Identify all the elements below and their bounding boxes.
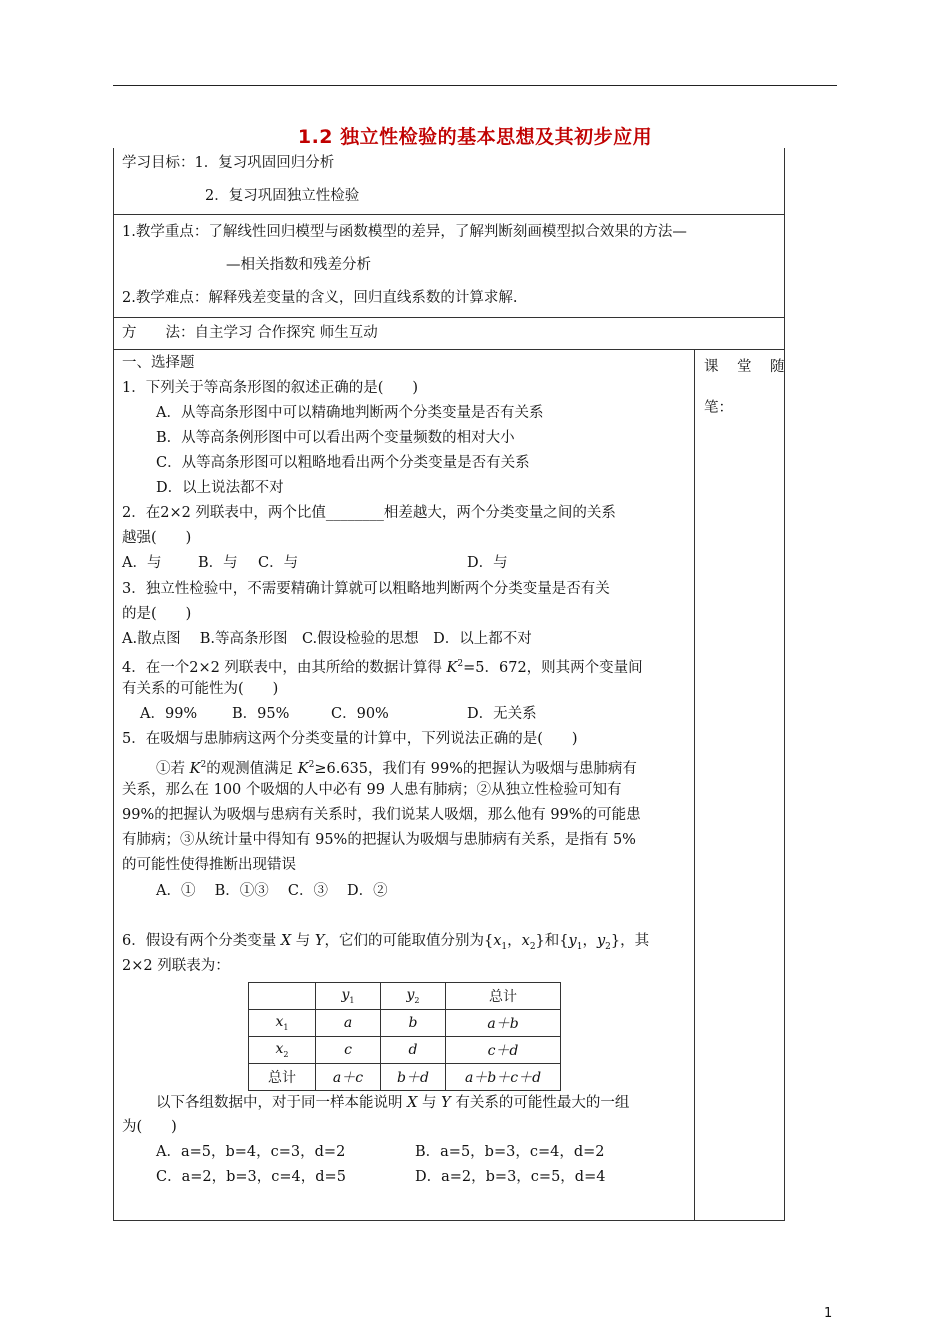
q5-line-5: 的可能性使得推断出现错误 [122,857,296,873]
q2-option-a: A．与 [122,555,162,571]
q6-text-f: }，其 [610,933,650,949]
table-row [249,1010,561,1037]
q6-after-text-b: 与 [417,1095,442,1111]
q3-options: A.散点图 B.等高条形图 C.假设检验的思想 D．以上都不对 [122,631,532,647]
q2-option-c: C．与 [258,555,299,571]
x1-sub: 1 [501,941,508,952]
objective-1: 学习目标：1．复习巩固回归分析 [122,155,335,171]
q6-line-1 [122,931,649,957]
q6-text-a: 6．假设有两个分类变量 [122,933,281,949]
y1-sub: 1 [576,941,583,952]
table-cell: 总计 [446,983,561,1010]
y2-symbol: y [596,933,606,949]
key-point-line-2: —相关指数和残差分析 [226,257,371,273]
q4-option-b: B．95% [232,706,290,722]
objective-2: 2．复习巩固独立性检验 [205,188,360,204]
x2-symbol: x [521,933,530,949]
q4-option-d: D．无关系 [467,706,537,722]
table-cell: a＋b [446,1010,561,1037]
table-row [249,1064,561,1091]
section-heading: 一、选择题 [122,355,195,371]
table-cell: b＋d [381,1064,446,1091]
q4-stem-line-2: 有关系的可能性为( ) [122,681,279,697]
q5-line-2: 关系，那么在 100 个吸烟的人中必有 99 人患有肺病；②从独立性检验可知有 [122,782,622,798]
q2-stem-line-1: 2．在2×2 列联表中，两个比值________相差越大，两个分类变量之间的关系 [122,505,616,521]
q5-line-4: 有肺病；③从统计量中得知有 95%的把握认为吸烟与患肺病有关系，是指有 5% [122,832,636,848]
q6-option-d: D．a=2，b=3，c=5，d=4 [415,1169,606,1185]
difficulty-line: 2.教学难点：解释残差变量的含义，回归直线系数的计算求解. [122,290,518,306]
q3-stem-line-2: 的是( ) [122,606,192,622]
q5-line-3: 99%的把握认为吸烟与患病有关系时，我们说某人吸烟，那么他有 99%的可能患 [122,807,641,823]
y1-symbol: y [568,933,577,949]
q6-line-2: 2×2 列联表为： [122,958,230,974]
k-exponent: 2 [200,760,207,770]
q4-stem-text-end: =5．672，则其两个变量间 [463,659,643,676]
method-line: 方 法：自主学习 合作探究 师生互动 [122,325,378,341]
k-symbol: K [297,760,309,777]
q6-text-e: }和{ [535,933,569,949]
q2-option-d: D．与 [467,555,508,571]
notes-label-1: 课 堂 随 [704,359,787,375]
q6-after-line-1 [156,1093,629,1113]
key-point-line-1: 1.教学重点：了解线性回归模型与函数模型的差异，了解判断刻画模型拟合效果的方法— [122,224,687,240]
page-title: 1.2 独立性检验的基本思想及其初步应用 [297,126,653,148]
q3-stem-line-1: 3．独立性检验中，不需要精确计算就可以粗略地判断两个分类变量是否有关 [122,581,610,597]
notes-column-divider [694,349,695,1221]
q4-stem-line-1 [122,654,643,678]
q6-option-a: A．a=5，b=4，c=3，d=2 [156,1144,346,1160]
var-x: X [407,1095,418,1111]
table-cell: d [381,1037,446,1064]
table-cell: a＋c [316,1064,381,1091]
q1-stem: 1．下列关于等高条形图的叙述正确的是( ) [122,380,419,396]
table-cell: $x_2$ [249,1037,316,1064]
table-cell [249,983,316,1010]
table-cell: 总计 [249,1064,316,1091]
k-symbol: K [446,659,458,676]
table-cell: c [316,1037,381,1064]
var-y: Y [441,1095,451,1111]
table-row [249,983,561,1010]
q1-option-d: D．以上说法都不对 [156,480,284,496]
q6-option-b: B．a=5，b=3，c=4，d=2 [415,1144,605,1160]
q6-text-c: ，它们的可能取值分别为{ [324,933,494,949]
q5-text-c: ≥6.635，我们有 99%的把握认为吸烟与患肺病有 [314,760,637,777]
q5-text-a: ①若 [156,760,190,777]
table-cell: b [381,1010,446,1037]
q4-option-c: C．90% [331,706,389,722]
q4-option-a: A．99% [140,706,198,722]
table-cell: a＋b＋c＋d [446,1064,561,1091]
q6-text-b: 与 [291,933,315,949]
page-number: 1 [824,1306,833,1321]
q6-text-d: ， [507,933,522,949]
table-cell: $y_1$ [316,983,381,1010]
row-divider-2 [113,317,785,318]
q2-stem-line-2: 越强( ) [122,530,192,546]
row-divider-3 [113,349,785,350]
q2-option-b: B．与 [198,555,238,571]
q6-text-sep: ， [582,933,597,949]
q6-after-text-a: 以下各组数据中，对于同一样本能说明 [156,1095,408,1111]
q1-option-a: A．从等高条形图中可以精确地判断两个分类变量是否有关系 [156,405,544,421]
q5-options: A．① B．①③ C．③ D．② [156,883,388,899]
notes-label-2: 笔： [704,400,733,416]
q1-option-c: C．从等高条形图可以粗略地看出两个分类变量是否有关系 [156,455,530,471]
q5-text-b: 的观测值满足 [206,760,298,777]
y2-sub: 2 [605,941,611,952]
q5-line-1 [156,755,637,779]
header-rule [113,85,837,86]
q6-after-line-2: 为( ) [122,1119,177,1135]
x2-sub: 2 [529,941,536,952]
table-cell: $y_2$ [381,983,446,1010]
contingency-table [248,982,561,1091]
table-cell: a [316,1010,381,1037]
table-cell: $x_1$ [249,1010,316,1037]
q5-stem: 5．在吸烟与患肺病这两个分类变量的计算中，下列说法正确的是( ) [122,731,578,747]
q6-option-c: C．a=2，b=3，c=4，d=5 [156,1169,346,1185]
var-x: X [280,933,292,949]
q6-after-text-c: 有关系的可能性最大的一组 [450,1095,630,1111]
k-symbol: K [189,760,201,777]
row-divider-1 [113,214,785,215]
q4-stem-text: 4．在一个2×2 列联表中，由其所给的数据计算得 [122,659,447,676]
x1-symbol: x [493,933,502,949]
table-cell: c＋d [446,1037,561,1064]
k-exponent: 2 [308,760,315,770]
k-exponent: 2 [457,659,464,669]
var-y: Y [314,933,325,949]
table-row [249,1037,561,1064]
q1-option-b: B．从等高条例形图中可以看出两个变量频数的相对大小 [156,430,515,446]
